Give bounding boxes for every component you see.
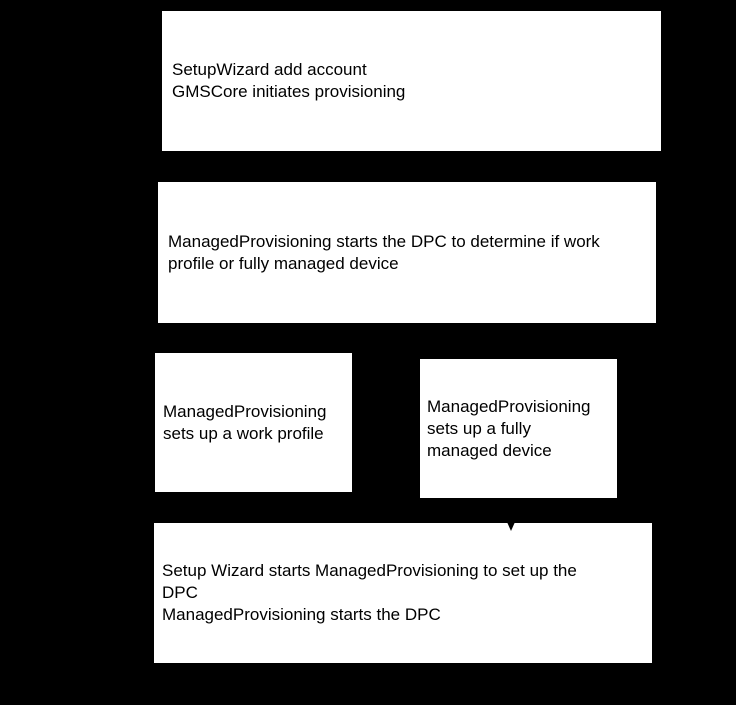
flow-box-work-profile [155,353,352,492]
flow-box-text-line: ManagedProvisioning [427,396,591,416]
flow-box-text-line: sets up a work profile [163,423,324,443]
flow-box-determine-mode [158,182,656,323]
flow-box-text-line: managed device [427,440,552,460]
flow-box-setup-wizard-starts-dpc [154,523,652,663]
flow-box-text-line: sets up a fully [427,418,531,438]
flow-box-text-line: ManagedProvisioning starts the DPC to determine if work [168,231,600,251]
flow-box-text-line: ManagedProvisioning [163,401,327,421]
flow-box-text-line: ManagedProvisioning starts the DPC [162,605,441,624]
flow-box-text-line: SetupWizard add account [172,60,367,79]
connector-arrowhead-icon [507,522,515,531]
flow-box-text-line: DPC [162,583,198,602]
flow-box-fully-managed-device [420,359,617,498]
flow-box-setupwizard-add-account [162,11,661,151]
flow-box-text-line: Setup Wizard starts ManagedProvisioning to set up the [162,561,577,580]
flow-box-text-line: profile or fully managed device [168,253,399,273]
flow-box-text-line: GMSCore initiates provisioning [172,82,406,101]
